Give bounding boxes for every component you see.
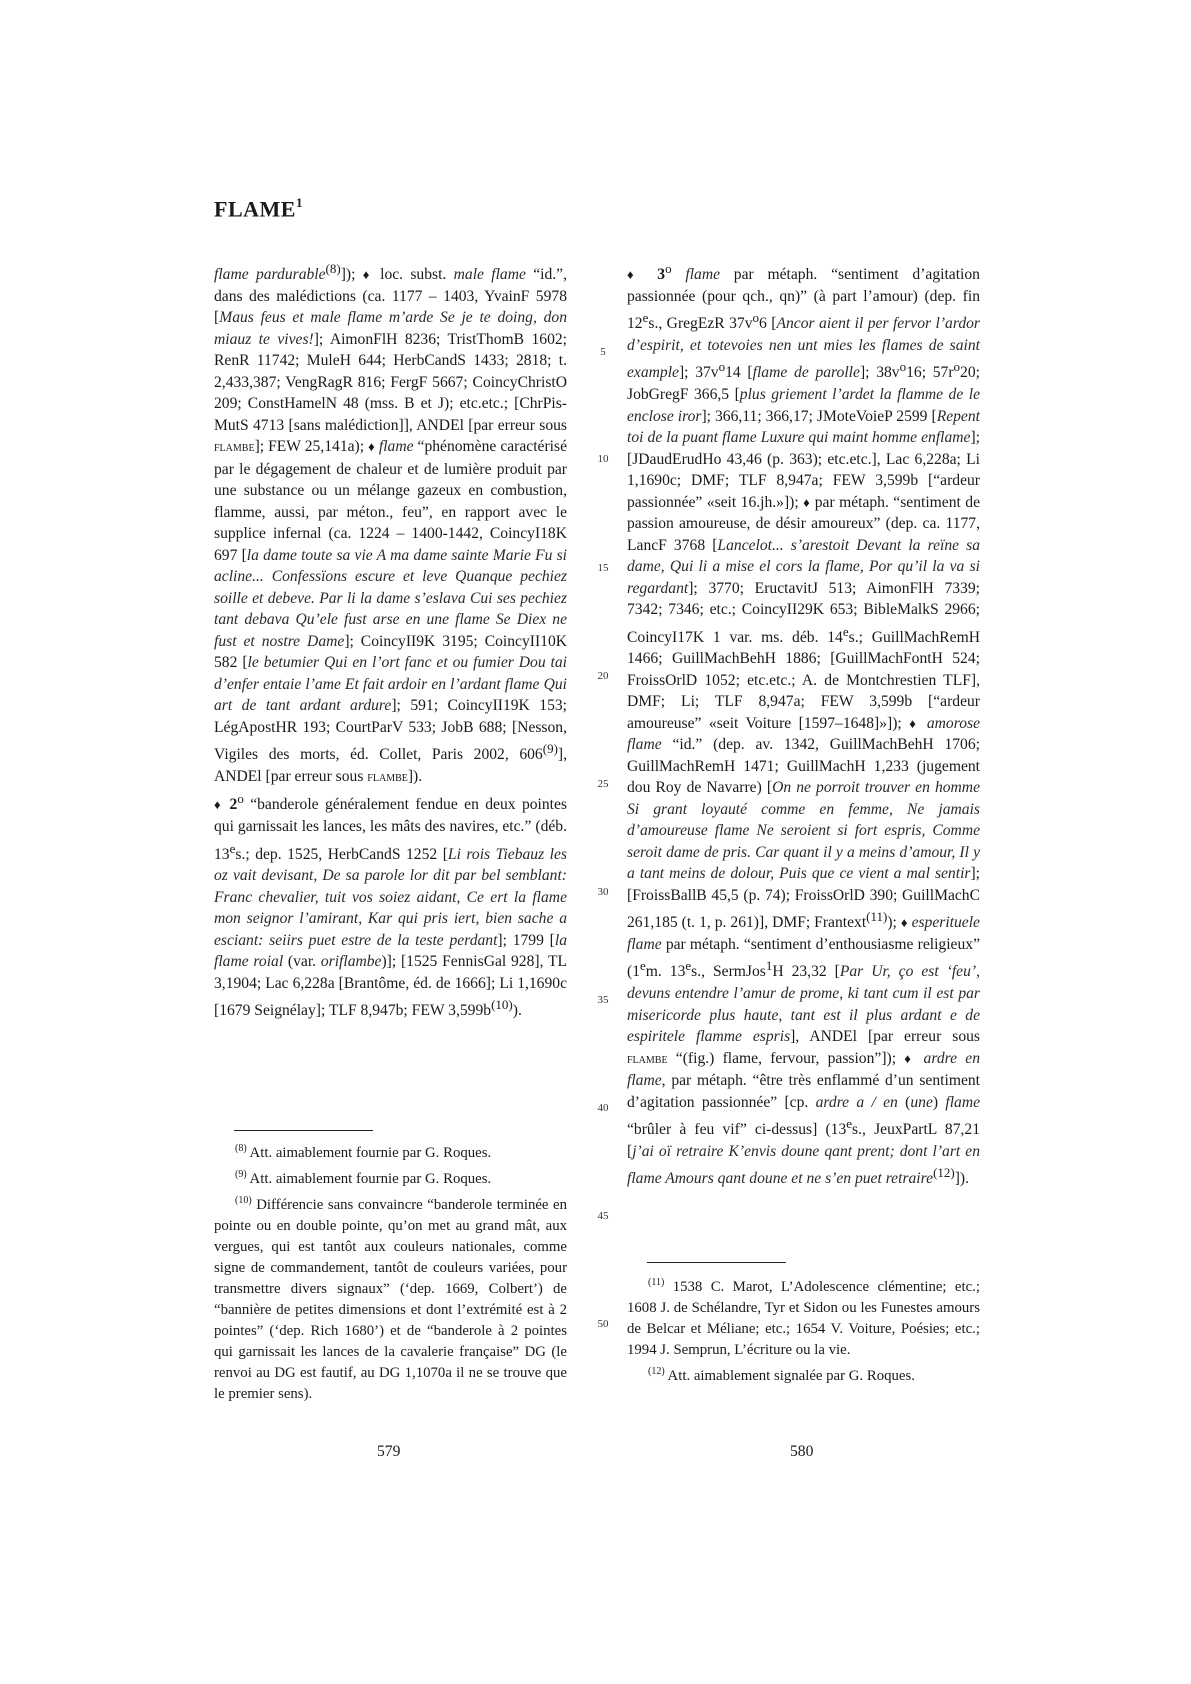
diamond-icon: ♦ <box>900 915 908 931</box>
footnote-text: Différencie sans convaincre “banderole terminée en pointe ou en double pointe, qu’on met au grand mât, aux vergues, qui est tantôt aux couleurs nationales, comme signe de commandement, tantôt de couleurs variées, pour transmettre divers signaux” (‘dep. 1669, Colbert’) de “bannière de petites dimensions et dont l’extrémité est à 2 pointes” (‘dep. Rich 1680’) et de “banderole à 2 pointes qui garnissait les lances de la cavalerie française” DG (le renvoi au DG est fautif, au DG 1,1070a il ne se trouve que le premier sens). <box>214 1196 567 1402</box>
left-column <box>214 258 567 1022</box>
lemma-form: amorose flame <box>627 714 980 754</box>
text-run: “(fig.) flame, fervour, passion”]); <box>667 1049 905 1067</box>
superscript: o <box>237 791 244 807</box>
text-run: loc. subst. <box>372 266 454 284</box>
diamond-icon: ♦ <box>627 267 644 283</box>
text-run: ). <box>512 1002 522 1020</box>
text-run: “phénomène caractérisé par le dégagement de chaleur et de lumière produit par une substance ou un mélange gazeux en combustion, flamme, aussi, par méton., feu”, en rapport avec le supplice infernal (ca. 1224 – 1400-1442, CoincyI18K 697 [ <box>214 438 567 564</box>
text-run: ]; 591; CoincyII19K 153; LégApostHR 193; CourtParV 533; JobB 688; [Nesson, Vigiles des morts, éd. Collet, Paris 2002, 606 <box>214 697 567 764</box>
line-number: 25 <box>597 778 609 790</box>
line-number: 15 <box>597 562 609 574</box>
superscript: e <box>846 1116 853 1132</box>
page-number-left: 579 <box>377 1443 401 1460</box>
page-number-right: 580 <box>790 1443 814 1460</box>
text-run: ]; FEW 25,141a); <box>254 438 369 456</box>
lemma-form: esperituele flame <box>627 914 980 953</box>
citation-text: On ne porroit trouver en homme Si grant loyauté comme en femme, Ne jamais d’amoureuse flame Ne seroient si fort espris, Comme seroit dame de pris. Car quant il y a meins d’amour, Il y a tant meins de dolour, Puis que ce vient a mal sentir <box>627 779 980 883</box>
lemma-form: ardre en flame <box>627 1049 980 1090</box>
citation-text: Ancor aient il per fervor l’ardor d’espirit, et totevoies nen unt mies les flames de saint example <box>627 315 980 382</box>
small-caps-ref: flambe <box>627 1050 668 1067</box>
citation-text: Lancelot... s’arestoit Devant la reïne sa dame, Qui li a mise el cors la flame, Por qu’il la va si regardant <box>627 536 981 597</box>
diamond-icon: ♦ <box>909 715 920 731</box>
footnote-text: Att. aimablement fournie par G. Roques. <box>246 1144 492 1161</box>
footnote <box>214 1138 567 1164</box>
small-caps-ref: flambe <box>214 439 255 456</box>
text-run: ) <box>932 1093 946 1111</box>
small-caps-ref: flambe <box>367 768 408 785</box>
text-run: s.; GuillMachRemH 1466; GuillMachBehH 1886; [GuillMachFontH 524; FroissOrlD 1052; etc.etc.; A. de Montchrestien TLF], DMF; Li; TLF 8,947a; FEW 3,599b [“ardeur amoureuse” «seit Voiture [1597–1648]»]); <box>627 628 980 732</box>
line-number: 50 <box>597 1318 609 1330</box>
text-run: “id.”, dans des malédictions (ca. 1177 – 1403, YvainF 5978 [ <box>214 266 567 327</box>
text-run: ]; [FroissBallB 45,5 (p. 74); FroissOrlD 390; GuillMachC 261,185 (t. 1, p. 261)], DMF; Frantext <box>627 865 980 932</box>
diamond-icon: ♦ <box>904 1050 916 1066</box>
footnote-ref: (8) <box>325 261 341 276</box>
footnote-ref: (10) <box>491 997 513 1013</box>
citation-text: j’ai oï retraire K’envis doune qant prent; dont l’art en flame Amours qant doune et ne s’en puet retraire <box>627 1142 980 1188</box>
lemma-form: male flame <box>453 266 526 284</box>
superscript: e <box>685 958 692 974</box>
text-run: 14 [ <box>725 364 753 382</box>
footnote <box>214 1164 567 1190</box>
citation-text: Li rois Tiebauz les oz vait devisant, De sa parole lor dit par bel semblant: Franc chevalier, tuit vos soiez aidant, Ce ert la flame mon seignor l’amirant, Kar qui pris iert, bien sache a esciant: seiirs puet estre de la teste perdant <box>214 845 567 949</box>
text-run: ( <box>897 1093 911 1111</box>
text-run: (var. <box>283 953 321 971</box>
footnote-ref: (11) <box>866 909 888 925</box>
left-paragraph-1 <box>214 258 567 788</box>
text-run: 20; JobGregF 366,5 [ <box>627 364 980 404</box>
lemma-form: une <box>910 1093 933 1111</box>
citation-text: oriflambe <box>320 953 382 971</box>
footnote-text: 1538 C. Marot, L’Adolescence clémentine; etc.; 1608 J. de Schélandre, Tyr et Sidon ou les Funestes amours de Belcar et Méliane; etc.; 1654 V. Voiture, Poésies; etc.; 1994 J. Semprun, L’écriture ou la vie. <box>627 1278 980 1358</box>
superscript: e <box>642 310 649 326</box>
text-run: s., GregEzR 37v <box>648 315 753 333</box>
diamond-icon: ♦ <box>803 494 811 510</box>
sense-number: 2 <box>223 796 238 814</box>
footnote-number: (11) <box>648 1277 665 1288</box>
text-run: 6 [ <box>759 315 777 333</box>
text-run: )]; [1525 FennisGal 928], TL 3,1904; Lac 6,228a [Brantôme, éd. de 1666]; Li 1,1690c [1679 Seignélay]; TLF 8,947b; FEW 3,599b <box>214 953 567 1020</box>
footnote-number: (10) <box>235 1194 252 1206</box>
text-run: ]; 37v <box>678 364 719 382</box>
line-number: 20 <box>597 670 609 682</box>
citation-text: Par Ur, ço est ‘feu’, devuns entendre l’amur de prome, ki tant cum il est par misericorde plus haute, tant est il plus ardant e de espiritele flamme espris <box>627 963 980 1046</box>
superscript: o <box>752 310 760 326</box>
text-run <box>919 715 926 732</box>
footnote <box>214 1190 567 1405</box>
text-run: par métaph. “sentiment d’agitation passionnée (pour qch., qn)” (à part l’amour) (dep. fin 12 <box>627 266 980 333</box>
headword-text: FLAME <box>214 196 296 222</box>
footnotes-right <box>627 1272 980 1387</box>
footnote-ref: (9) <box>542 741 558 757</box>
text-run: ]; AimonFlH 8236; TristThomB 1602; RenR 11742; MuleH 644; HerbCandS 1433; 2818; t. 2,433,387; VengRagR 816; FergF 5667; CoincyChristO 209; ConstHamelN 48 (mss. B et J); etc.etc.; [ChrPisMutS 4713 [sans malédiction]], ANDEl [par erreur sous <box>214 330 568 434</box>
citation-text: flame pardurable <box>214 266 326 284</box>
sense-number: 3 <box>643 266 666 284</box>
text-run: “id.” (dep. av. 1342, GuillMachBehH 1706; GuillMachRemH 1471; GuillMachH 1,233 (jugement dou Roy de Navarre) [ <box>627 736 980 797</box>
line-number: 35 <box>597 994 609 1006</box>
diamond-icon: ♦ <box>214 797 224 813</box>
right-column <box>627 258 980 1190</box>
superscript: o <box>899 359 907 375</box>
citation-text: la dame toute sa vie A ma dame sainte Marie Fu si acline... Confessïons escure et leve Quanque pechiez soille et debeve. Par li la dame s’eslava Cui ses pechiez tant debava Qu’ele fust arse en une flame Se Diex ne fust et nostre Dame <box>214 546 568 650</box>
lemma-form: flame <box>945 1093 981 1111</box>
citation-text: flame de parolle <box>752 364 860 382</box>
footnote-text: Att. aimablement fournie par G. Roques. <box>246 1170 492 1187</box>
text-run: ]; 1799 [ <box>497 931 555 949</box>
footnote-divider <box>234 1130 373 1131</box>
footnote-text: Att. aimablement signalée par G. Roques. <box>664 1367 915 1384</box>
superscript: o <box>718 359 726 375</box>
footnotes-left <box>214 1138 567 1405</box>
footnote-divider <box>647 1262 786 1263</box>
headword-number: 1 <box>295 195 303 210</box>
text-run: ]; 38v <box>859 364 900 382</box>
text-run: H 23,32 [ <box>772 963 840 981</box>
line-number: 45 <box>597 1210 609 1222</box>
line-number: 40 <box>597 1102 609 1114</box>
entry-headword <box>214 196 303 222</box>
text-run: s.; dep. 1525, HerbCandS 1252 [ <box>235 845 448 863</box>
text-run <box>915 1050 923 1067</box>
citation-text: la flame roial <box>214 931 567 971</box>
text-run: ]); <box>340 266 363 284</box>
footnote-number: (9) <box>235 1168 247 1180</box>
line-number: 30 <box>597 886 609 898</box>
lemma-form: flame <box>378 438 414 456</box>
text-run: s., JeuxPartL 87,21 [ <box>627 1121 980 1160</box>
text-run: ]; 3770; EructavitJ 513; AimonFlH 7339; 7342; 7346; etc.; CoincyII29K 653; BibleMalkS 2966; CoincyI17K 1 var. ms. déb. 14 <box>627 579 980 646</box>
citation-text: plus griement l’ardet la flamme de le enclose iror <box>627 386 980 425</box>
diamond-icon: ♦ <box>368 439 375 455</box>
line-number: 10 <box>597 453 609 465</box>
text-run: par métaph. “sentiment de passion amoureuse, de désir amoureux” (dep. ca. 1177, LancF 3768 [ <box>627 493 980 554</box>
footnote-number: (12) <box>648 1365 665 1377</box>
lemma-form: flame <box>685 266 721 284</box>
text-run: ]; [JDaudErudHo 43,46 (p. 363); etc.etc.], Lac 6,228a; Li 1,1690c; DMF; TLF 8,947a; FEW 3,599b [“ardeur passionnée” «seit 16.jh.»]); <box>627 429 980 511</box>
text-run: 16; 57r <box>906 364 954 382</box>
citation-text: Repent toi de la puant flame Luxure qui maint homme enflame <box>627 407 980 447</box>
text-run: m. 13 <box>645 963 686 981</box>
text-run: “brûler à feu vif” ci-dessus] (13 <box>627 1121 847 1139</box>
footnote-number: (8) <box>235 1143 247 1154</box>
superscript: o <box>953 359 961 375</box>
text-run <box>672 266 686 283</box>
right-paragraph-1 <box>627 258 980 1190</box>
superscript: 1 <box>765 958 773 974</box>
text-run: par métaph. “sentiment d’enthousiasme religieux” (1 <box>627 935 980 981</box>
superscript: e <box>842 623 849 639</box>
line-number: 5 <box>600 346 606 358</box>
footnote <box>627 1272 980 1361</box>
text-run: s., SermJos <box>691 963 766 981</box>
text-run: ], ANDEl [par erreur sous <box>214 746 567 785</box>
text-run: ]). <box>407 767 423 785</box>
footnote <box>627 1361 980 1387</box>
superscript: e <box>640 958 646 974</box>
text-run: “banderole généralement fendue en deux pointes qui garnissait les lances, les mâts des navires, etc.” (déb. 13 <box>214 796 567 863</box>
text-run: ]; CoincyII9K 3195; CoincyII10K 582 [ <box>214 632 567 672</box>
text-run: ]; 366,11; 366,17; JMoteVoieP 2599 [ <box>701 407 937 425</box>
diamond-icon: ♦ <box>362 267 373 283</box>
footnote-ref: (12) <box>933 1165 955 1181</box>
citation-text: Maus feus et male flame m’arde Se je te doing, don miauz te vives! <box>214 309 567 348</box>
lemma-form: ardre a / en <box>815 1093 898 1111</box>
text-run: , par métaph. “être très enflammé d’un sentiment d’agitation passionnée” [cp. <box>627 1072 980 1111</box>
text-run: ); <box>887 914 901 932</box>
superscript: o <box>665 261 672 276</box>
superscript: e <box>229 840 236 856</box>
text-run: ], ANDEl [par erreur sous <box>790 1028 980 1046</box>
citation-text: le betumier Qui en l’ort fanc et ou fumier Dou tai d’enfer entaie l’ame Et fait ardoir en l’ardant flame Qui art de tant ardant ardure <box>214 654 567 715</box>
left-paragraph-2 <box>214 788 567 1022</box>
text-run: ]). <box>954 1170 970 1188</box>
